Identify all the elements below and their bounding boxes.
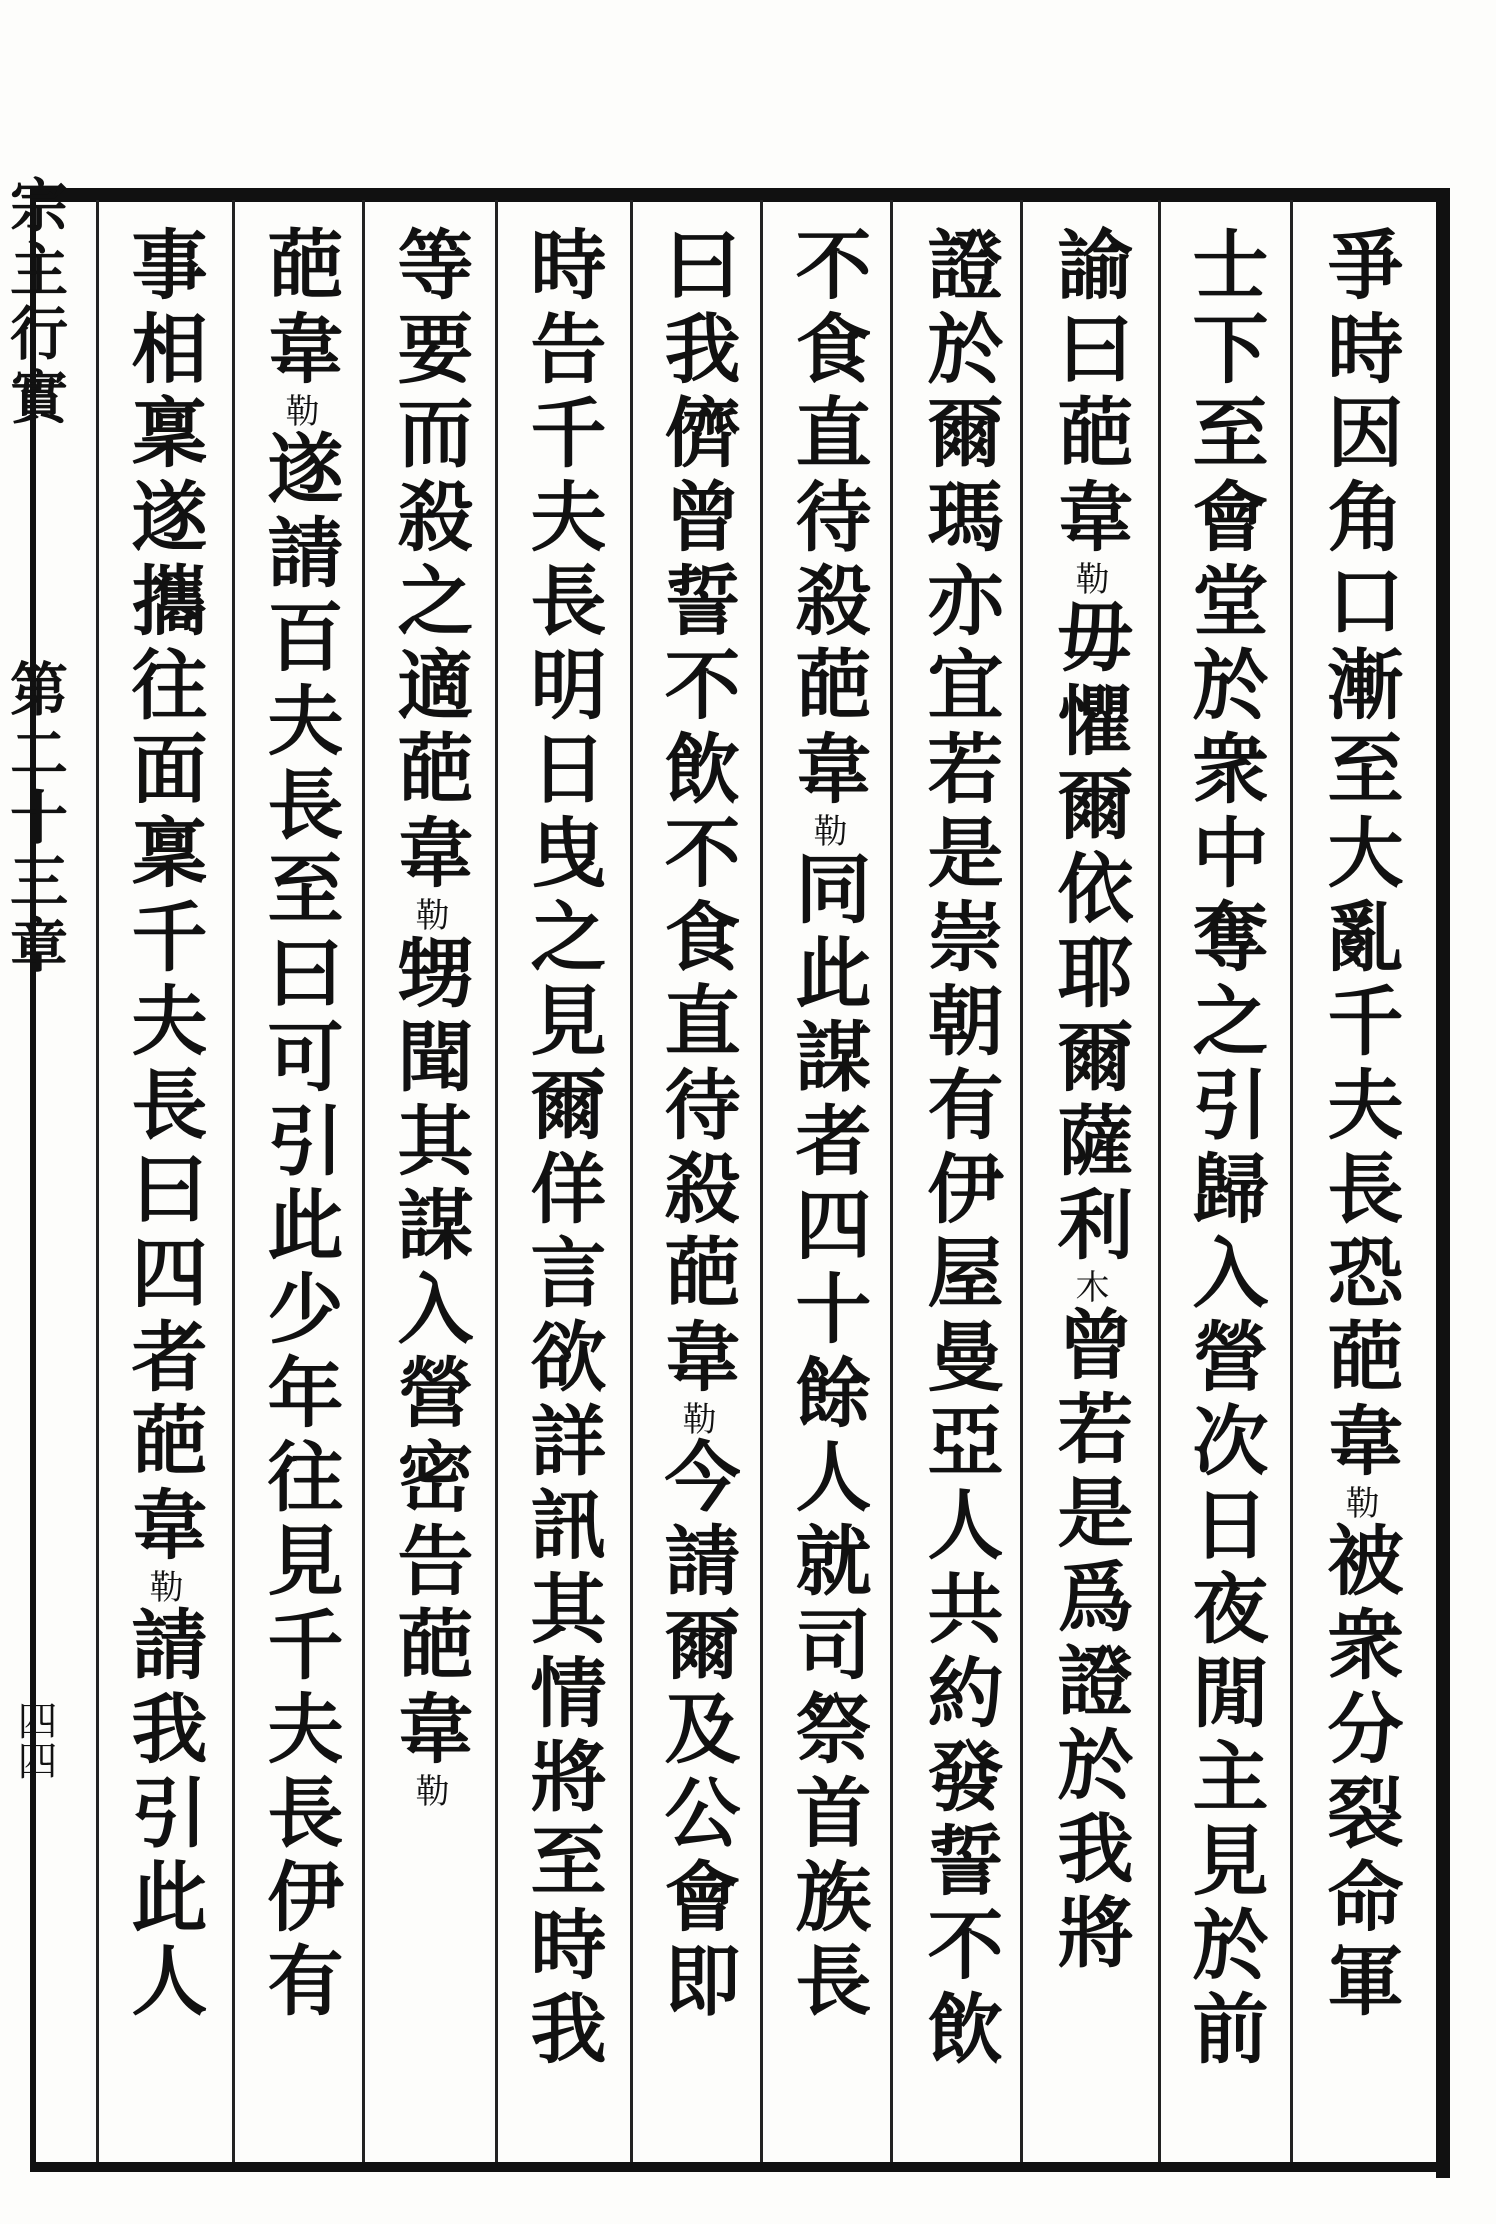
column-rule — [890, 200, 893, 2162]
column-rule — [232, 200, 235, 2162]
chapter-label: 第二十三章 — [0, 659, 68, 979]
margin-book-title — [0, 175, 68, 1275]
column-rule — [760, 200, 763, 2162]
frame-right-border — [1436, 188, 1450, 2178]
column-rule — [630, 200, 633, 2162]
text-column-7: 時告千夫長明日曳之見爾佯言欲詳訊其情將至時我 — [518, 225, 607, 2073]
column-rule — [1158, 200, 1161, 2162]
book-title: 宗主行實 — [0, 175, 68, 431]
column-rule — [495, 200, 498, 2162]
text-column-9: 葩韋勒遂請百夫長至曰可引此少年往見千夫長伊有 — [255, 225, 344, 2025]
text-column-2: 士下至會堂於衆中奪之引歸入營次日夜閒主見於前 — [1180, 225, 1269, 2073]
text-column-1: 爭時因角口漸至大亂千夫長恐葩韋勒被衆分裂命軍 — [1315, 225, 1404, 2025]
text-column-6: 曰我儕曾誓不飲不食直待殺葩韋勒今請爾及公會即 — [652, 225, 741, 2025]
column-rule — [96, 200, 99, 2162]
column-rule — [1020, 200, 1023, 2162]
text-column-5: 不食直待殺葩韋勒同此謀者四十餘人就司祭首族長 — [783, 225, 872, 2025]
text-column-4: 證於爾瑪亦宜若是崇朝有伊屋曼亞人共約發誓不飲 — [915, 225, 1004, 2073]
text-column-10: 事相稟遂攜往面稟千夫長曰四者葩韋勒請我引此人 — [119, 225, 208, 2025]
frame-top-border — [30, 188, 1448, 202]
column-rule — [1290, 200, 1293, 2162]
margin-page-number: 四四 — [11, 1700, 57, 1780]
text-column-8: 等要而殺之適葩韋勒甥聞其謀入營密告葩韋勒 — [385, 225, 474, 1809]
column-rule — [362, 200, 365, 2162]
text-column-3: 諭曰葩韋勒毋懼爾依耶爾薩利木曾若是爲證於我將 — [1045, 225, 1134, 1977]
frame-bottom-border — [30, 2162, 1450, 2172]
